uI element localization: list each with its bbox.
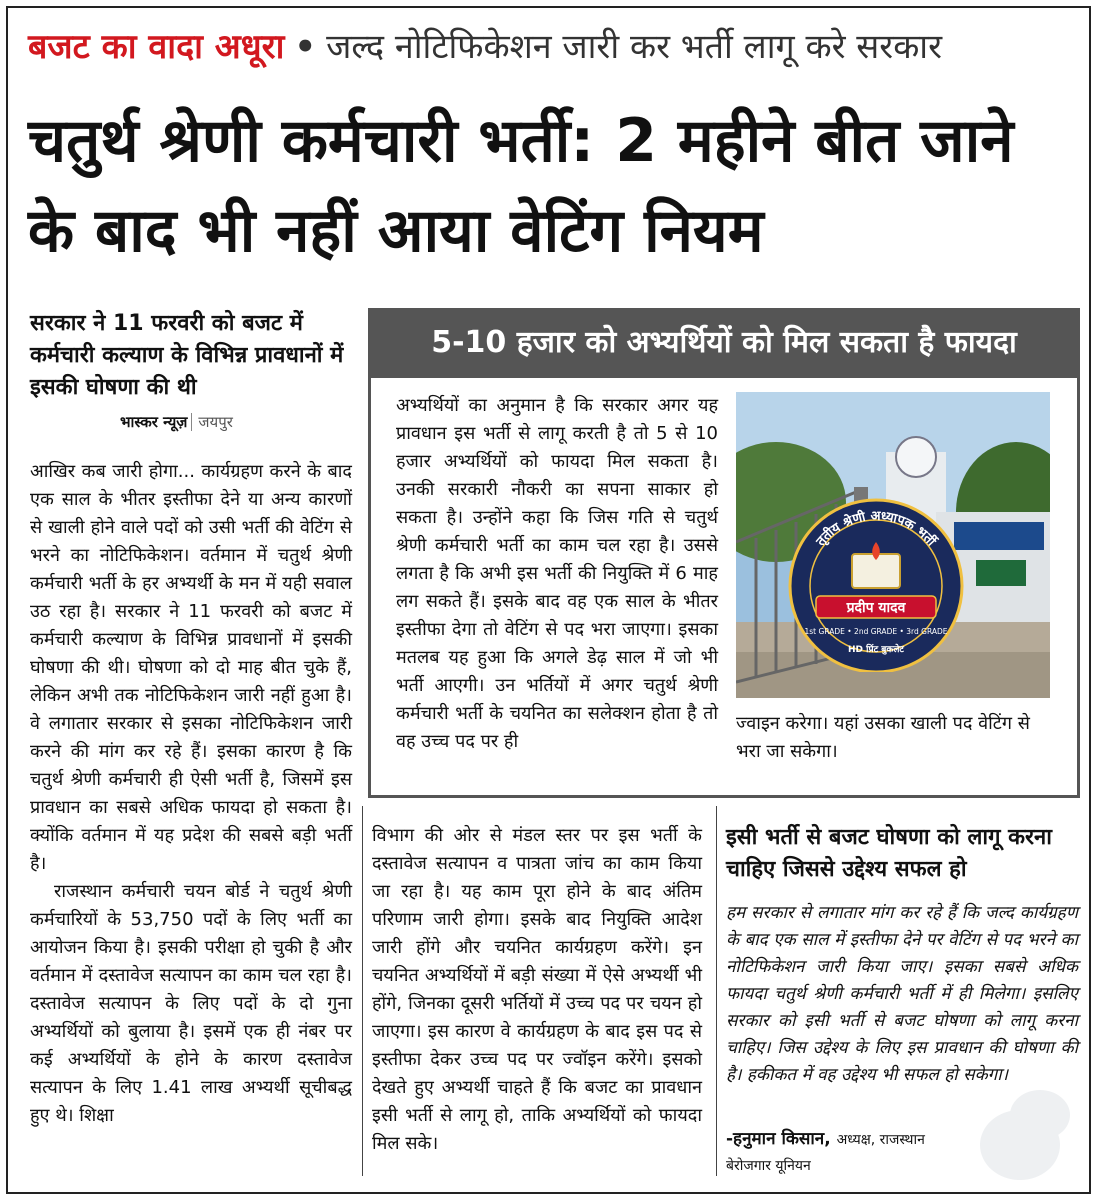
photo-caption: ज्वाइन करेगा। यहां उसका खाली पद वेटिंग से भरा जा सकेगा। — [736, 713, 1030, 762]
watermark-name: प्रदीप यादव — [846, 600, 906, 616]
column-divider — [362, 806, 363, 1176]
byline — [120, 412, 233, 432]
column-1 — [30, 458, 352, 1130]
watermark-logo — [786, 496, 966, 672]
box-body: अभ्यर्थियों का अनुमान है कि सरकार अगर यह प्रावधान इस भर्ती से लागू करती है तो 5 से 10 हजार अभ्यर्थियों को फायदा मिल सकता है। उनकी सरकारी नौकरी का सपना साकार हो सकता है। उन्होंने कहा कि जिस गति से चतुर्थ श्रेणी कर्मचारी भर्ती का काम चल रहा है। उससे लगता है कि अभी इस भर्ती की नियुक्ति में 6 माह लग सकते हैं। इसके बाद वह एक साल के भीतर इस्तीफा देगा तो वेटिंग से पद भरा जाएगा। इसका मतलब यह हुआ कि अगले डेढ़ साल में जो भी भर्ती आएगी। उन भर्तियों में अगर चतुर्थ श्रेणी कर्मचारी भर्ती के चयनित का सलेक्शन होता है तो वह उच्च पद पर ही — [396, 395, 718, 752]
box-title: 5-10 हजार को अभ्यर्थियों को मिल सकता है फायदा — [368, 308, 1080, 378]
signature-role: अध्यक्ष, राजस्थान — [836, 1132, 925, 1148]
headline: चतुर्थ श्रेणी कर्मचारी भर्ती: 2 महीने बीत जाने के बाद भी नहीं आया वेटिंग नियम — [28, 106, 1014, 266]
kicker-rest: जल्द नोटिफिकेशन जारी कर भर्ती लागू करे सरकार — [326, 27, 943, 67]
signature-union: बेरोजगार यूनियन — [726, 1158, 811, 1174]
byline-city: जयपुर — [191, 413, 233, 431]
right-subheading: इसी भर्ती से बजट घोषणा को लागू करना चाहिए जिससे उद्देश्य सफल हो — [726, 825, 1052, 882]
left-subheading: सरकार ने 11 फरवरी को बजट में कर्मचारी कल्याण के विभिन्न प्रावधानों में इसकी घोषणा की थी — [30, 311, 344, 400]
kicker-red: बजट का वादा अधूरा — [28, 27, 285, 67]
column-1-paragraph-1: आखिर कब जारी होगा... कार्यग्रहण करने के बाद एक साल के भीतर इस्तीफा देने या अन्य कारणों से खाली होने वाले पदों को उसी भर्ती की वेटिंग से भरने का नोटिफिकेशन। वर्तमान में चतुर्थ श्रेणी कर्मचारी भर्ती के हर अभ्यर्थी के मन में यही सवाल उठ रहा है। सरकार ने 11 फरवरी को बजट में कर्मचारी कल्याण के विभिन्न प्रावधानों में इसकी घोषणा की थी। घोषणा को दो माह बीत चुके हैं, लेकिन अभी तक नोटिफिकेशन जारी नहीं हुआ है। वे लगातार सरकार से इसका नोटिफिकेशन जारी करने की मांग कर रहे हैं। इसका कारण है कि चतुर्थ श्रेणी कर्मचारी ही ऐसी भर्ती है, जिसमें इस प्रावधान का सबसे अधिक फायदा हो सकता है। क्योंकि वर्तमान में यह प्रदेश की सबसे बड़ी भर्ती है। — [30, 461, 352, 874]
signature-name: -हनुमान किसान, — [726, 1129, 831, 1149]
byline-agency: भास्कर न्यूज़ — [120, 413, 188, 431]
kicker-line — [28, 22, 942, 68]
column-2: विभाग की ओर से मंडल स्तर पर इस भर्ती के दस्तावेज सत्यापन व पात्रता जांच का काम किया जा रहा है। यह काम पूरा होने के बाद अंतिम परिणाम जारी होगा। इसके बाद नियुक्ति आदेश जारी होंगे और चयनित कार्यग्रहण करेंगे। इन चयनित अभ्यर्थियों में बड़ी संख्या में ऐसे अभ्यर्थी भी होंगे, जिनका दूसरी भर्तियों में उच्च पद पर चयन हो जाएगा। इस कारण वे कार्यग्रहण के बाद इस पद से इस्तीफा देकर उच्च पद पर ज्वॉइन करेंगे। इसको देखते हुए अभ्यर्थी चाहते हैं कि बजट का प्रावधान इसी भर्ती से लागू हो, ताकि अभ्यर्थियों को फायदा मिल सके। — [372, 825, 702, 1154]
watermark-footer: HD प्रिंट बुकलेट — [848, 645, 904, 655]
column-1-paragraph-2: राजस्थान कर्मचारी चयन बोर्ड ने चतुर्थ श्रेणी कर्मचारियों के 53,750 पदों के लिए भर्ती का आयोजन किया है। इसकी परीक्षा हो चुकी है और वर्तमान में दस्तावेज सत्यापन का काम चल रहा है। दस्तावेज सत्यापन के लिए पदों के दो गुना अभ्यर्थियों को बुलाया है। इसमें एक ही नंबर पर कई अभ्यर्थियों के होने के कारण दस्तावेज सत्यापन के लिए 1.41 लाख अभ्यर्थी सूचीबद्ध हुए थे। शिक्षा — [30, 881, 352, 1126]
watermark-grades: 1st GRADE • 2nd GRADE • 3rd GRADE — [804, 627, 948, 636]
kicker-bullet: • — [294, 27, 317, 67]
column-divider — [716, 806, 717, 1176]
quote-body: हम सरकार से लगातार मांग कर रहे हैं कि जल्द कार्यग्रहण के बाद एक साल में इस्तीफा देने पर वेटिंग से पद भरने का नोटिफिकेशन जारी किया जाए। इसका सबसे अधिक फायदा चतुर्थ श्रेणी कर्मचारी भर्ती में ही मिलेगा। इसलिए सरकार को इसी भर्ती से बजट घोषणा को लागू करना चाहिए। जिस उद्देश्य के लिए इस प्रावधान की घोषणा की है। हकीकत में वह उद्देश्य भी सफल हो सकेगा। — [726, 903, 1078, 1085]
quote-signature — [726, 1126, 925, 1149]
blur-patch — [1010, 1090, 1070, 1140]
watermark-arc-text: तृतीय श्रेणी अध्यापक भर्ती — [813, 508, 939, 550]
